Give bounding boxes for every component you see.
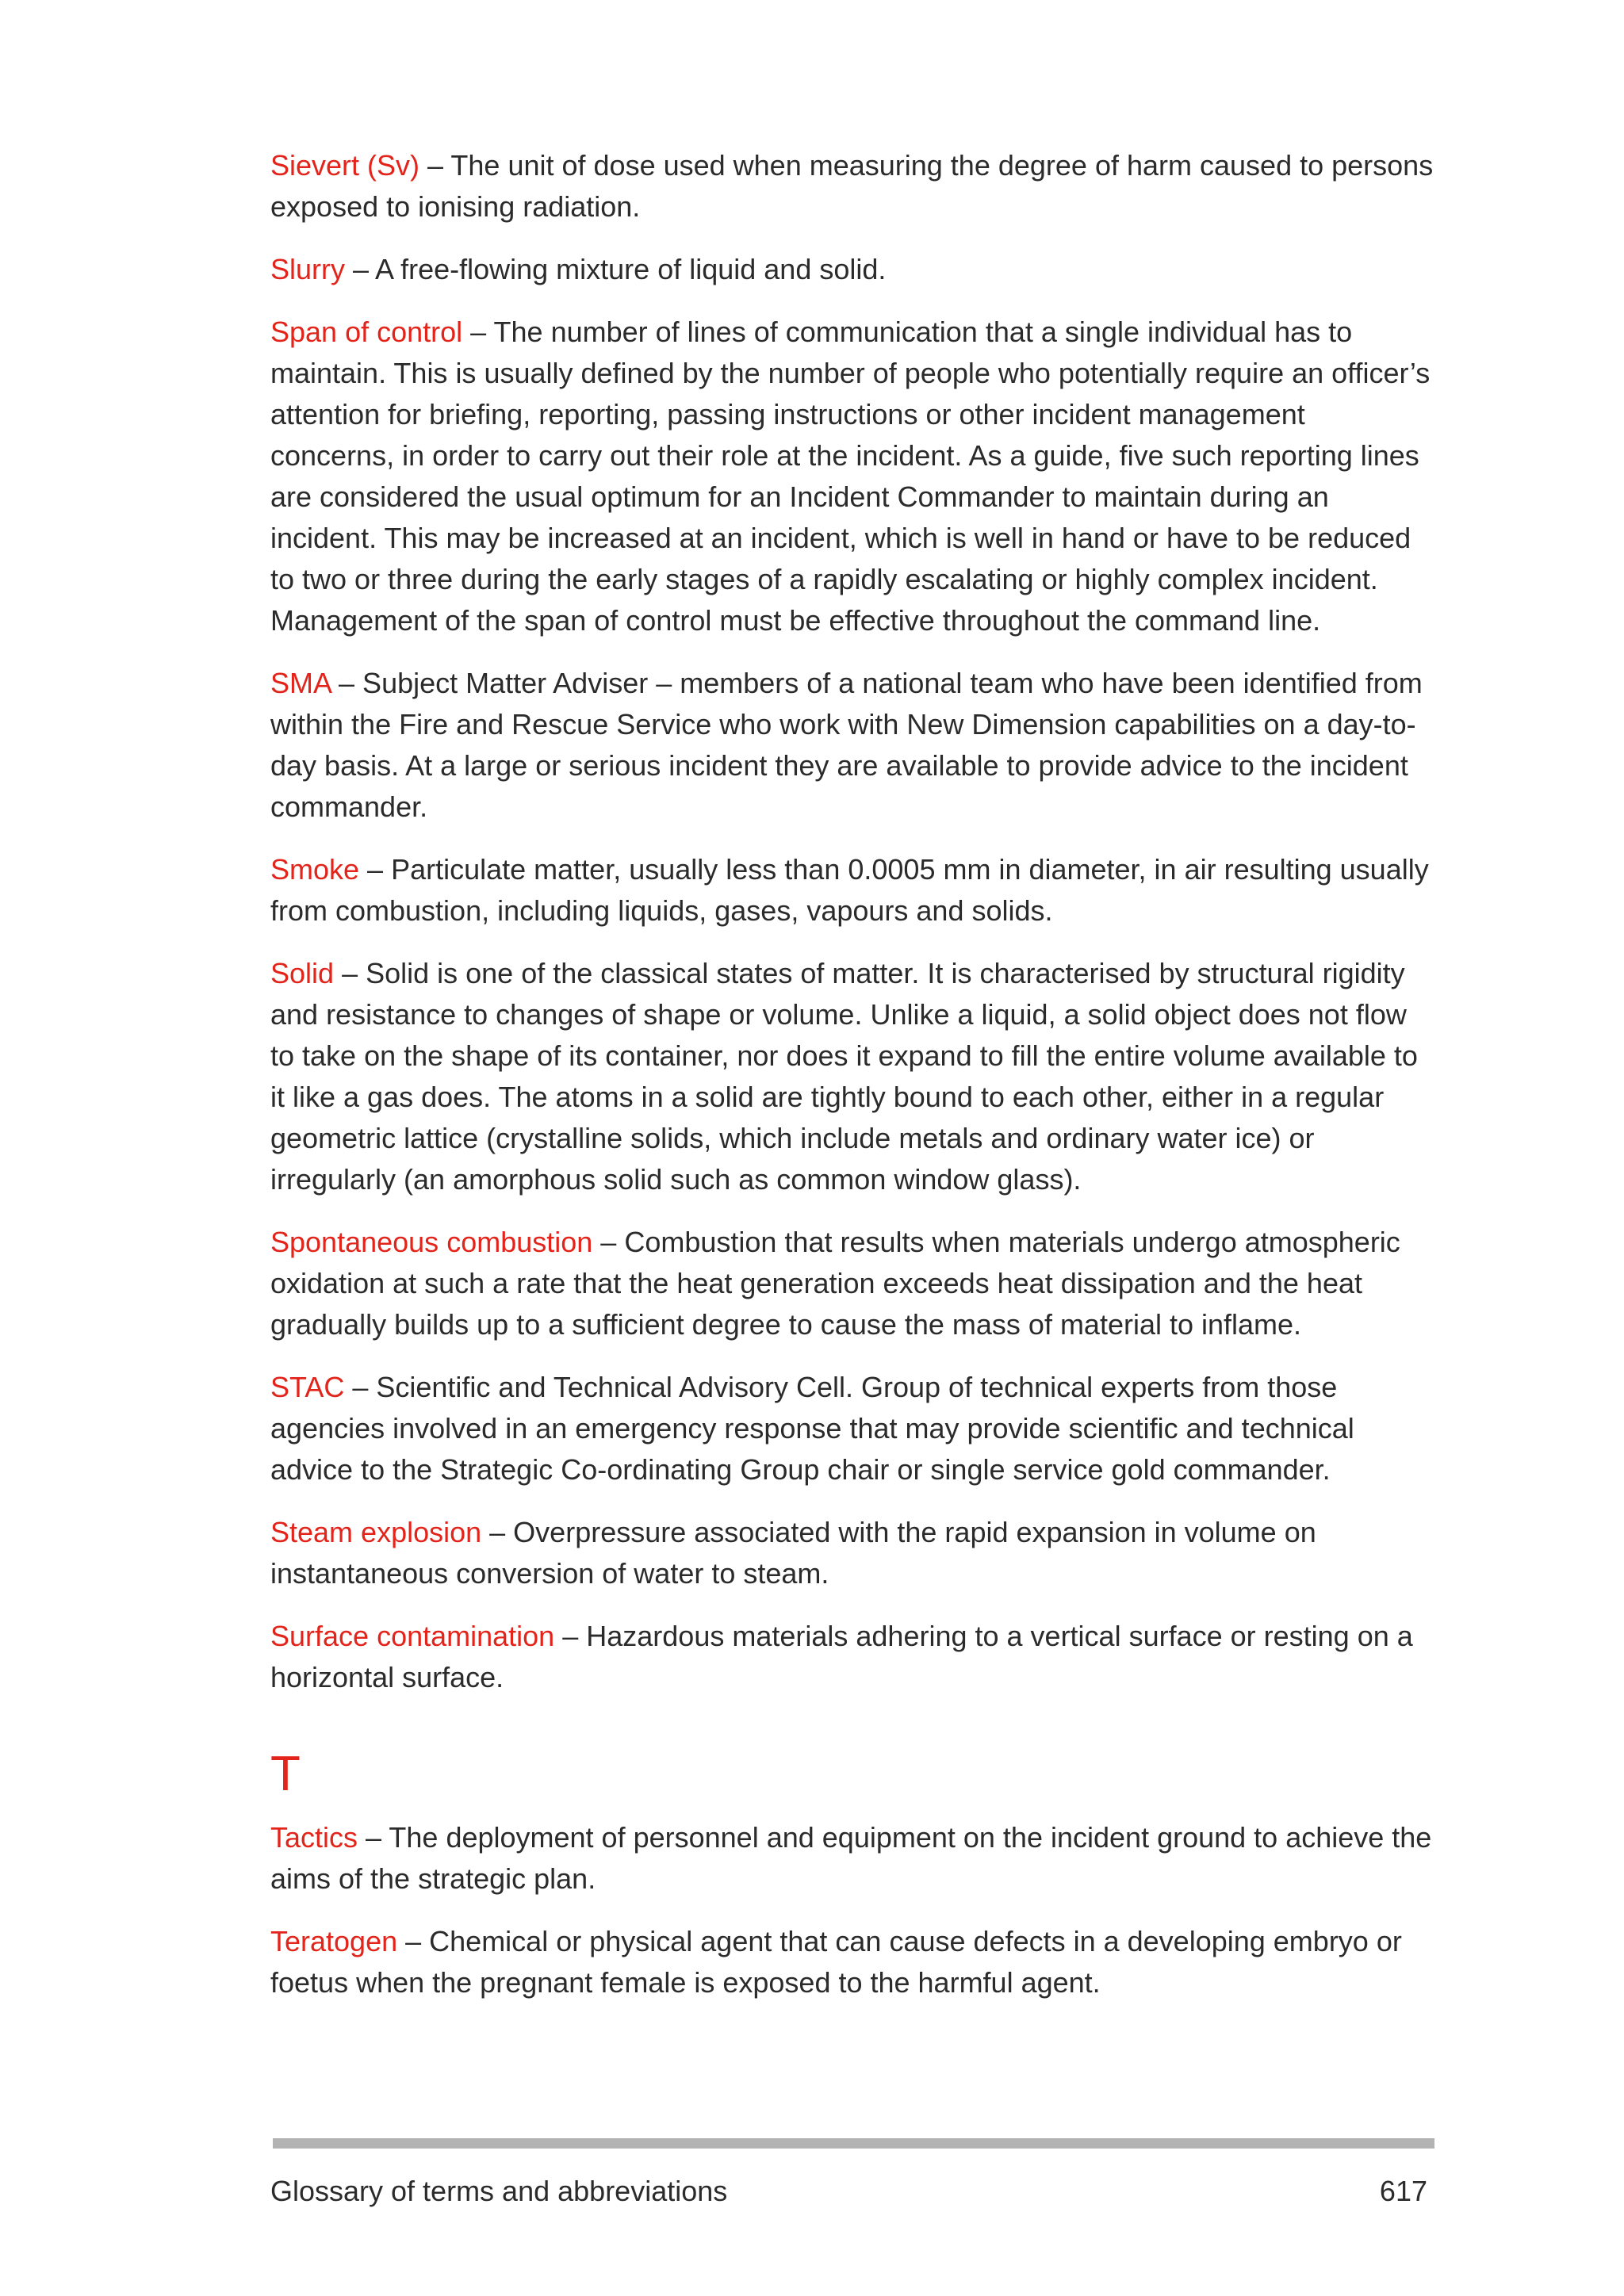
glossary-definition: – A free-flowing mixture of liquid and solid. bbox=[345, 253, 887, 285]
glossary-term: Teratogen bbox=[270, 1925, 398, 1957]
glossary-entry-spontaneous-combustion bbox=[270, 1222, 1436, 1345]
glossary-term: Slurry bbox=[270, 253, 346, 285]
glossary-term: STAC bbox=[270, 1371, 345, 1403]
glossary-definition: – Combustion that results when materials undergo atmospheric oxidation at such a rate that the heat generation exceeds heat dissipation and the heat gradually builds up to a sufficient degree to cause the mass of material to inflame. bbox=[270, 1226, 1400, 1341]
glossary-definition: – The deployment of personnel and equipment on the incident ground to achieve the aims of the strategic plan. bbox=[270, 1821, 1432, 1895]
glossary-entry-surface-contamination bbox=[270, 1616, 1436, 1698]
glossary-definition: – Particulate matter, usually less than 0.0005 mm in diameter, in air resulting usually from combustion, including liquids, gases, vapours and solids. bbox=[270, 853, 1429, 927]
glossary-term: SMA bbox=[270, 667, 331, 699]
glossary-term: Span of control bbox=[270, 316, 463, 348]
glossary-entry-steam-explosion bbox=[270, 1512, 1436, 1594]
glossary-term: Spontaneous combustion bbox=[270, 1226, 593, 1258]
glossary-entry-stac bbox=[270, 1367, 1436, 1490]
page-number: 617 bbox=[1379, 2175, 1427, 2207]
glossary-content bbox=[270, 145, 1436, 2025]
glossary-definition: – Hazardous materials adhering to a vertical surface or resting on a horizontal surface. bbox=[270, 1620, 1413, 1693]
glossary-definition: – Solid is one of the classical states of matter. It is characterised by structural rigidity and resistance to changes of shape or volume. Unlike a liquid, a solid object does not flow to take on the shape of its container, nor does it expand to fill the entire volume available to it like a gas does. The atoms in a solid are tightly bound to each other, either in a regular geometric lattice (crystalline solids, which include metals and ordinary water ice) or irregularly (an amorphous solid such as common window glass). bbox=[270, 957, 1418, 1196]
glossary-term: Surface contamination bbox=[270, 1620, 555, 1652]
glossary-term: Tactics bbox=[270, 1821, 358, 1854]
glossary-entry-sma bbox=[270, 663, 1436, 828]
glossary-term: Sievert (Sv) bbox=[270, 149, 420, 182]
glossary-term: Solid bbox=[270, 957, 335, 989]
glossary-definition: – The unit of dose used when measuring the degree of harm caused to persons exposed to ionising radiation. bbox=[270, 149, 1434, 223]
footer-divider bbox=[273, 2138, 1434, 2149]
glossary-definition: – Overpressure associated with the rapid expansion in volume on instantaneous conversion of water to steam. bbox=[270, 1516, 1316, 1590]
glossary-term: Steam explosion bbox=[270, 1516, 482, 1548]
glossary-entry-span-of-control bbox=[270, 312, 1436, 641]
glossary-definition: – Scientific and Technical Advisory Cell. Group of technical experts from those agencies involved in an emergency response that may provide scientific and technical advice to the Strategic Co-ordinating Group chair or single service gold commander. bbox=[270, 1371, 1354, 1486]
glossary-definition: – The number of lines of communication that a single individual has to maintain. This is usually defined by the number of people who potentially require an officer’s attention for briefing, reporting, passing instructions or other incident management concerns, in order to carry out their role at the incident. As a guide, five such reporting lines are considered the usual optimum for an Incident Commander to maintain during an incident. This may be increased at an incident, which is well in hand or have to be reduced to two or three during the early stages of a rapidly escalating or highly complex incident. Management of the span of control must be effective throughout the command line. bbox=[270, 316, 1431, 637]
section-heading-letter: T bbox=[270, 1747, 301, 1801]
glossary-entry-tactics bbox=[270, 1817, 1436, 1900]
glossary-definition: – Chemical or physical agent that can cause defects in a developing embryo or foetus when the pregnant female is exposed to the harmful agent. bbox=[270, 1925, 1402, 1999]
glossary-entry-teratogen bbox=[270, 1921, 1436, 2003]
glossary-entry-sievert bbox=[270, 145, 1436, 228]
footer-title: Glossary of terms and abbreviations bbox=[270, 2175, 728, 2207]
glossary-term: Smoke bbox=[270, 853, 360, 886]
glossary-entry-solid bbox=[270, 953, 1436, 1200]
glossary-entry-slurry bbox=[270, 249, 1436, 290]
glossary-definition: – Subject Matter Adviser – members of a national team who have been identified from within the Fire and Rescue Service who work with New Dimension capabilities on a day-to-day basis. At a large or serious incident they are available to provide advice to the incident commander. bbox=[270, 667, 1423, 823]
glossary-entry-smoke bbox=[270, 849, 1436, 932]
